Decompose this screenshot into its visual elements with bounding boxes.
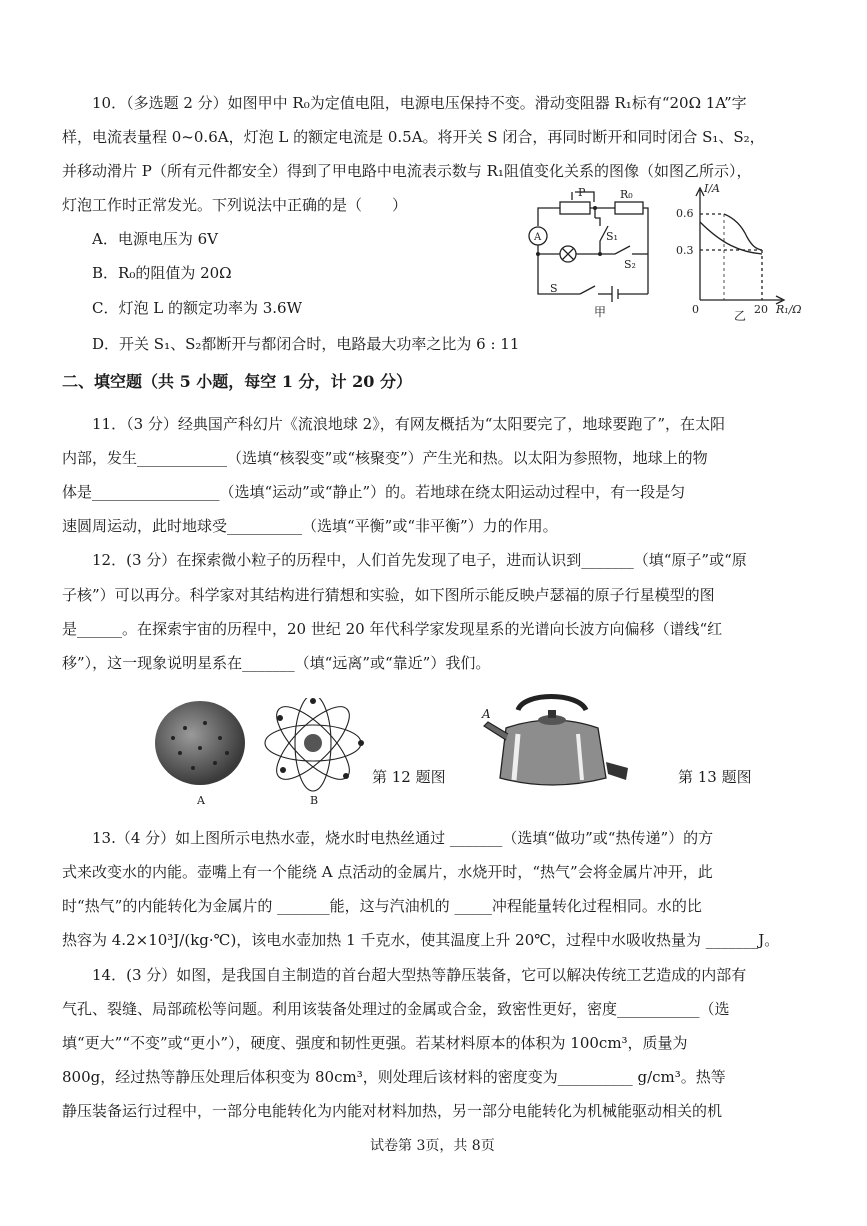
current-resistance-graph — [672, 182, 812, 322]
q13-line-4: 热容为 4.2×10³J/(kg·℃)，该电水壶加热 1 千克水，使其温度上升 20℃，过程中水吸收热量为 _______J。 — [62, 931, 780, 949]
q14-line-2: 气孔、裂缝、局部疏松等问题。利用该装备处理过的金属或合金，致密性更好，密度___________（选 — [62, 1000, 730, 1018]
q14-line-5: 静压装备运行过程中，一部分电能转化为内能对材料加热，另一部分电能转化为机械能驱动相关的机 — [62, 1102, 723, 1120]
section-title: 二、填空题（共 5 小题，每空 1 分，计 20 分） — [62, 372, 412, 391]
graph-origin: 0 — [692, 303, 699, 316]
graph-tick-20: 20 — [754, 303, 768, 316]
q12-line-2: 子核”）可以再分。科学家对其结构进行猜想和实验，如下图所示能反映卢瑟福的原子行星模型的图 — [62, 586, 715, 604]
q11-line-4: 速圆周运动，此时地球受__________（选填“平衡”或“非平衡”）力的作用。 — [62, 517, 558, 535]
atom-model-b-figure — [258, 698, 368, 808]
figure-12-caption: 第 12 题图 — [372, 768, 446, 786]
kettle-point-a-label: A — [482, 707, 491, 721]
q10-line-1: 10．（多选题 2 分）如图甲中 R₀为定值电阻，电源电压保持不变。滑动变阻器 R₁标有“20Ω 1A”字 — [92, 94, 747, 112]
q10-option-c: C．灯泡 L 的额定功率为 3.6W — [92, 299, 303, 317]
circuit-label-s2: S₂ — [624, 258, 636, 271]
graph-xaxis-label: R₁/Ω — [776, 303, 802, 316]
kettle-figure — [478, 688, 638, 792]
q14-line-4: 800g，经过热等静压处理后体积变为 80cm³，则处理后该材料的密度变为__________ g/cm³。热等 — [62, 1068, 726, 1086]
graph-yaxis-label: I/A — [704, 182, 720, 195]
q10-option-d: D．开关 S₁、S₂都断开与都闭合时，电路最大功率之比为 6 : 11 — [92, 335, 520, 353]
circuit-label-a: A — [534, 232, 542, 243]
q12-line-1: 12．(3 分）在探索微小粒子的历程中，人们首先发现了电子，进而认识到_______（填“原子”或“原 — [92, 551, 747, 569]
atom-model-a-figure — [145, 698, 255, 808]
q13-line-2: 式来改变水的内能。壶嘴上有一个能绕 A 点活动的金属片，水烧开时，“热气”会将金属片冲开，此 — [62, 863, 713, 881]
q11-line-3: 体是_________________（选填“运动”或“静止”）的。若地球在绕太阳运动过程中，有一段是匀 — [62, 483, 686, 501]
q11-line-2: 内部，发生____________（选填“核裂变”或“核聚变”）产生光和热。以太阳为参照物，地球上的物 — [62, 449, 708, 467]
graph-tick-0-3: 0.3 — [676, 244, 694, 257]
q11-line-1: 11．（3 分）经典国产科幻片《流浪地球 2》，有网友概括为“太阳要完了，地球要跑了”，在太阳 — [92, 415, 726, 433]
page-footer: 试卷第 3页，共 8页 — [370, 1138, 495, 1154]
q10-option-b: B．R₀的阻值为 20Ω — [92, 264, 232, 282]
atom-model-b-label: B — [310, 794, 319, 807]
figure-13-caption: 第 13 题图 — [678, 768, 752, 786]
circuit-caption: 甲 — [594, 305, 607, 319]
circuit-label-s1: S₁ — [606, 230, 618, 243]
q10-option-a: A．电源电压为 6V — [92, 230, 218, 248]
q12-line-3: 是______。在探索宇宙的历程中，20 世纪 20 年代科学家发现星系的光谱向长波方向偏移（谱线“红 — [62, 620, 723, 638]
circuit-label-p: P — [578, 186, 586, 199]
q10-line-3: 并移动滑片 P（所有元件都安全）得到了甲电路中电流表示数与 R₁阻值变化关系的图像（如图乙所示）， — [62, 162, 752, 180]
graph-tick-0-6: 0.6 — [676, 207, 694, 220]
graph-caption: 乙 — [734, 309, 747, 322]
circuit-label-s: S — [550, 282, 558, 295]
circuit-diagram — [520, 186, 660, 321]
q12-line-4: 移”），这一现象说明星系在_______（填“远离”或“靠近”）我们。 — [62, 654, 491, 672]
circuit-label-r0: R₀ — [620, 188, 633, 201]
q13-line-1: 13.（4 分）如上图所示电热水壶，烧水时电热丝通过 _______（选填“做功”或“热传递”）的方 — [92, 829, 714, 847]
q10-line-4: 灯泡工作时正常发光。下列说法中正确的是（ ） — [62, 196, 408, 214]
atom-model-a-label: A — [197, 794, 205, 807]
q10-line-2: 样，电流表量程 0~0.6A，灯泡 L 的额定电流是 0.5A。将开关 S 闭合，再同时断开和同时闭合 S₁、S₂， — [62, 128, 765, 146]
q14-line-3: 填“更大”“不变”或“更小”），硬度、强度和韧性更强。若某材料原本的体积为 100cm³，质量为 — [62, 1034, 688, 1052]
q13-line-3: 时“热气”的内能转化为金属片的 _______能，这与汽油机的 _____冲程能量转化过程相同。水的比 — [62, 897, 702, 915]
q14-line-1: 14．(3 分）如图，是我国自主制造的首台超大型热等静压装备，它可以解决传统工艺造成的内部有 — [92, 966, 747, 984]
